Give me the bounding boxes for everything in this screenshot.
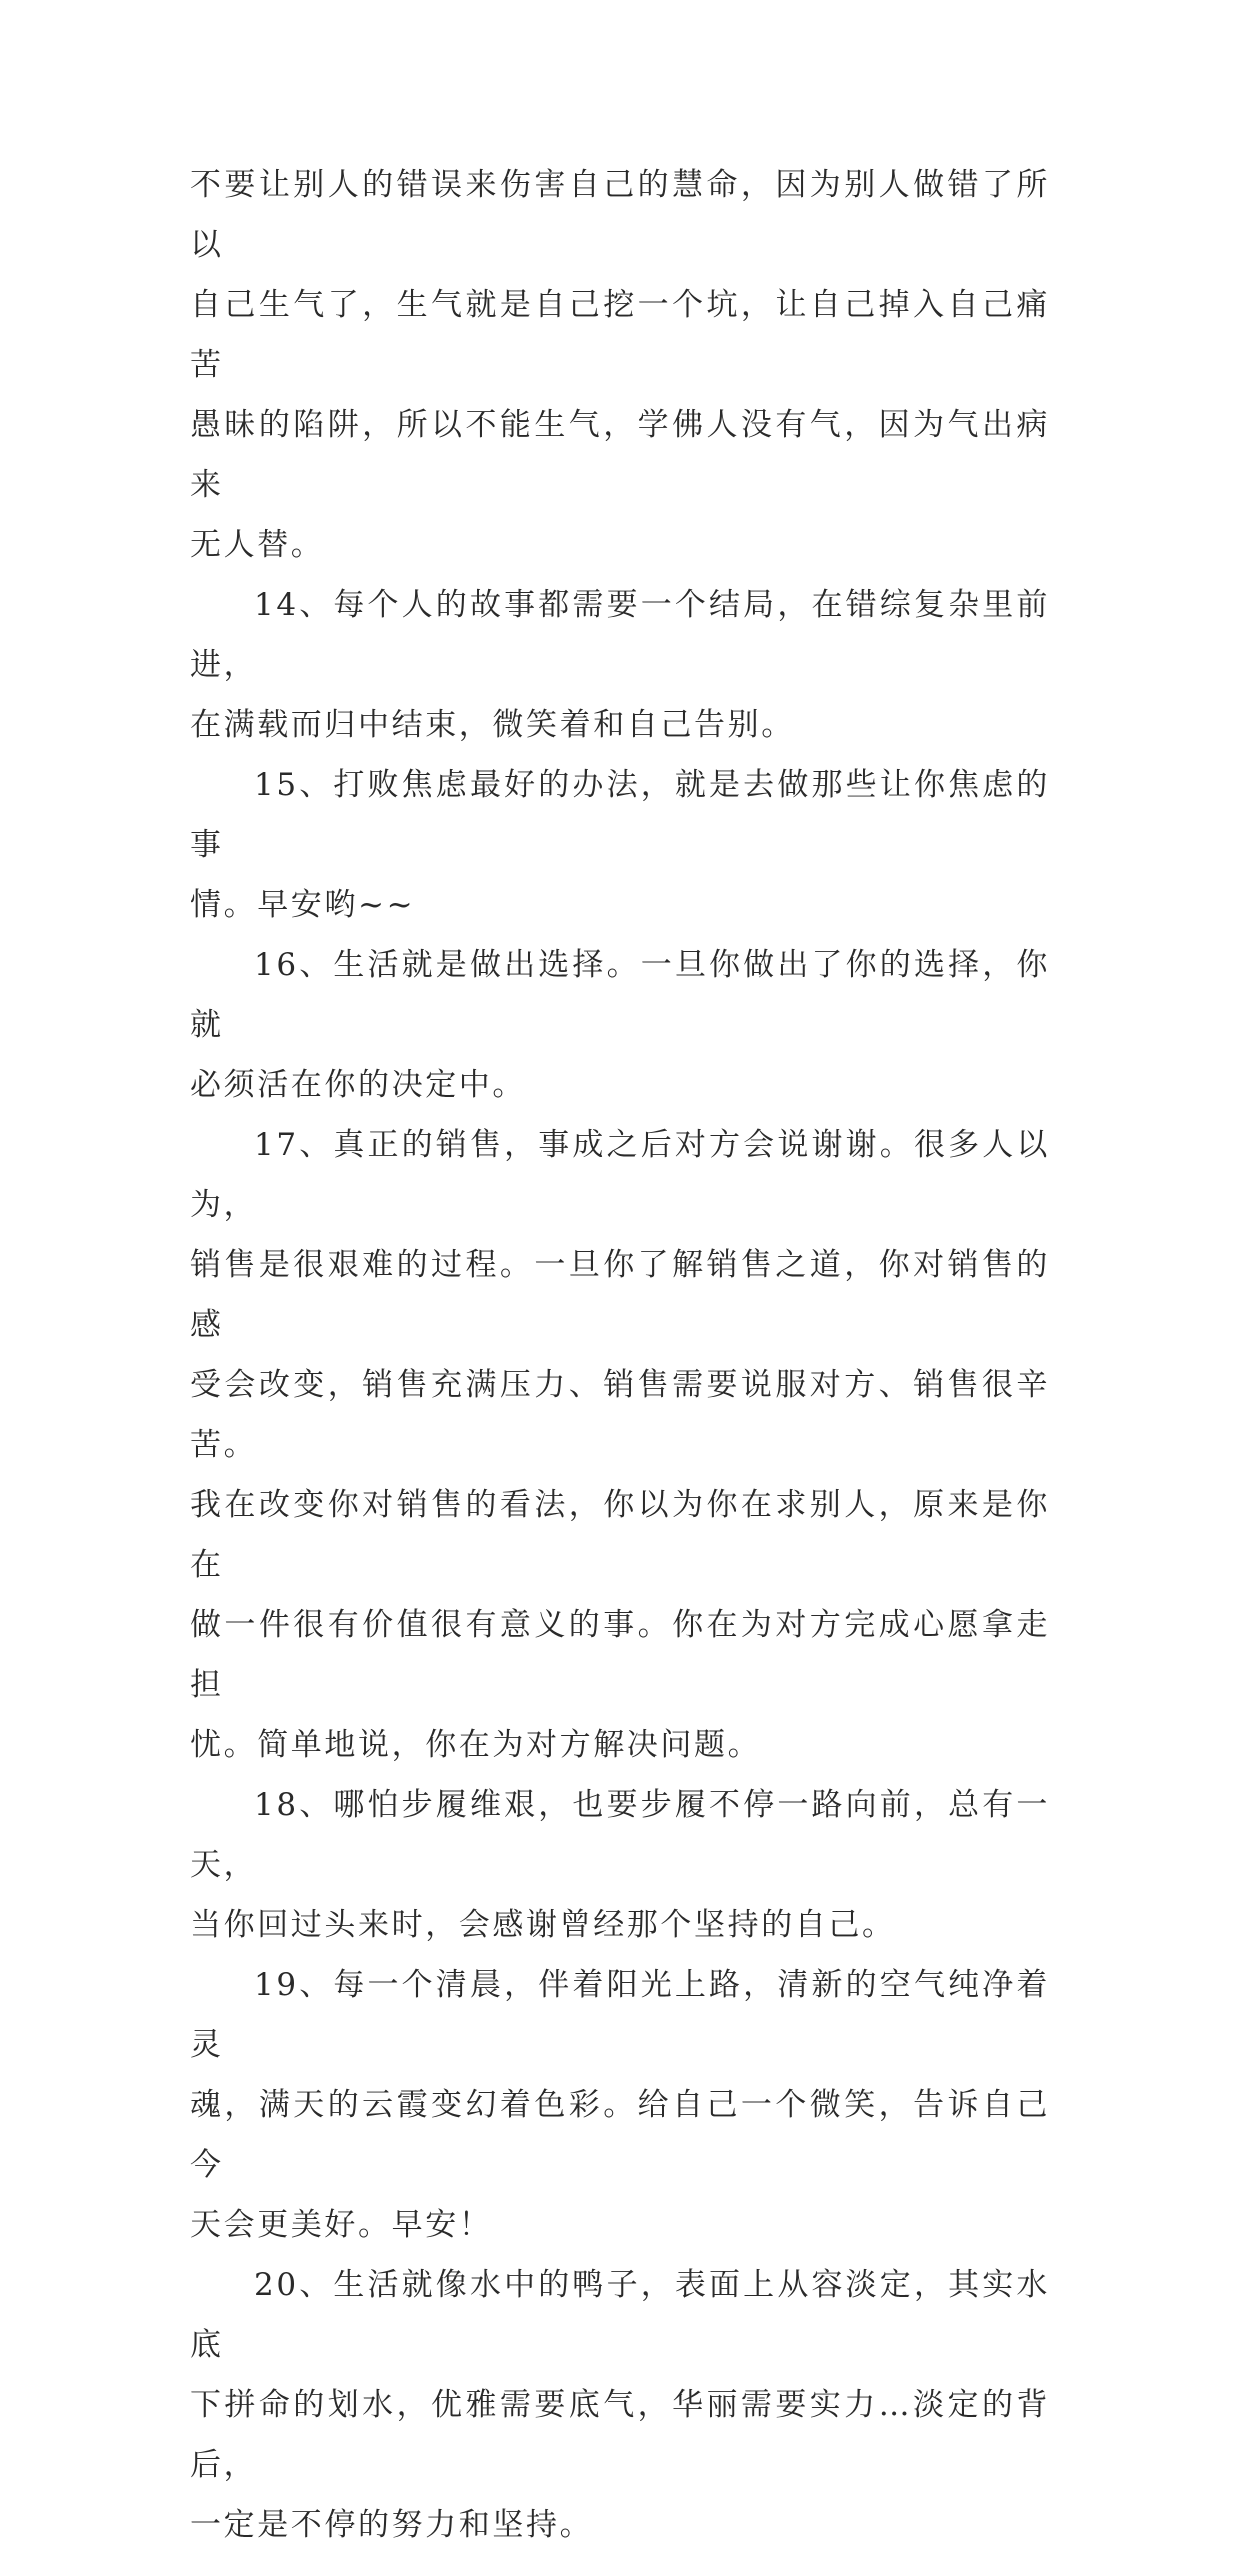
text-line: 18、哪怕步履维艰，也要步履不停一路向前，总有一天， bbox=[190, 1787, 1050, 1883]
text-line: 20、生活就像水中的鸭子，表面上从容淡定，其实水底 bbox=[190, 2267, 1050, 2363]
text-line: 一定是不停的努力和坚持。 bbox=[190, 2507, 594, 2543]
text-line: 在满载而归中结束，微笑着和自己告别。 bbox=[190, 707, 795, 743]
paragraph-20 bbox=[190, 2255, 1050, 2555]
paragraph-19 bbox=[190, 1955, 1050, 2255]
text-line: 14、每个人的故事都需要一个结局，在错综复杂里前进， bbox=[190, 587, 1050, 683]
text-line: 情。早安哟~~ bbox=[190, 887, 416, 923]
paragraph-17 bbox=[190, 1115, 1050, 1775]
paragraph-15 bbox=[190, 755, 1050, 935]
text-line: 下拼命的划水，优雅需要底气，华丽需要实力…淡定的背后， bbox=[190, 2387, 1050, 2483]
text-line: 自己生气了，生气就是自己挖一个坑，让自己掉入自己痛苦 bbox=[190, 287, 1050, 383]
text-line: 愚昧的陷阱，所以不能生气，学佛人没有气，因为气出病来 bbox=[190, 407, 1050, 503]
text-line: 受会改变，销售充满压力、销售需要说服对方、销售很辛苦。 bbox=[190, 1367, 1050, 1463]
text-line: 无人替。 bbox=[190, 527, 325, 563]
text-line: 19、每一个清晨，伴着阳光上路，清新的空气纯净着灵 bbox=[190, 1967, 1050, 2063]
paragraph-14 bbox=[190, 575, 1050, 755]
text-line: 做一件很有价值很有意义的事。你在为对方完成心愿拿走担 bbox=[190, 1607, 1050, 1703]
text-line: 15、打败焦虑最好的办法，就是去做那些让你焦虑的事 bbox=[190, 767, 1050, 863]
text-line: 我在改变你对销售的看法，你以为你在求别人，原来是你在 bbox=[190, 1487, 1050, 1583]
text-line: 魂，满天的云霞变幻着色彩。给自己一个微笑，告诉自己今 bbox=[190, 2087, 1050, 2183]
text-line: 不要让别人的错误来伤害自己的慧命，因为别人做错了所以 bbox=[190, 167, 1050, 263]
text-line: 销售是很艰难的过程。一旦你了解销售之道，你对销售的感 bbox=[190, 1247, 1050, 1343]
text-line: 当你回过头来时，会感谢曾经那个坚持的自己。 bbox=[190, 1907, 896, 1943]
document-body bbox=[190, 155, 1050, 2555]
paragraph-18 bbox=[190, 1775, 1050, 1955]
text-line: 忧。简单地说，你在为对方解决问题。 bbox=[190, 1727, 762, 1763]
paragraph-16 bbox=[190, 935, 1050, 1115]
paragraph-intro bbox=[190, 155, 1050, 575]
text-line: 天会更美好。早安！ bbox=[190, 2207, 493, 2243]
text-line: 17、真正的销售，事成之后对方会说谢谢。很多人以为， bbox=[190, 1127, 1050, 1223]
text-line: 必须活在你的决定中。 bbox=[190, 1067, 526, 1103]
text-line: 16、生活就是做出选择。一旦你做出了你的选择，你就 bbox=[190, 947, 1050, 1043]
